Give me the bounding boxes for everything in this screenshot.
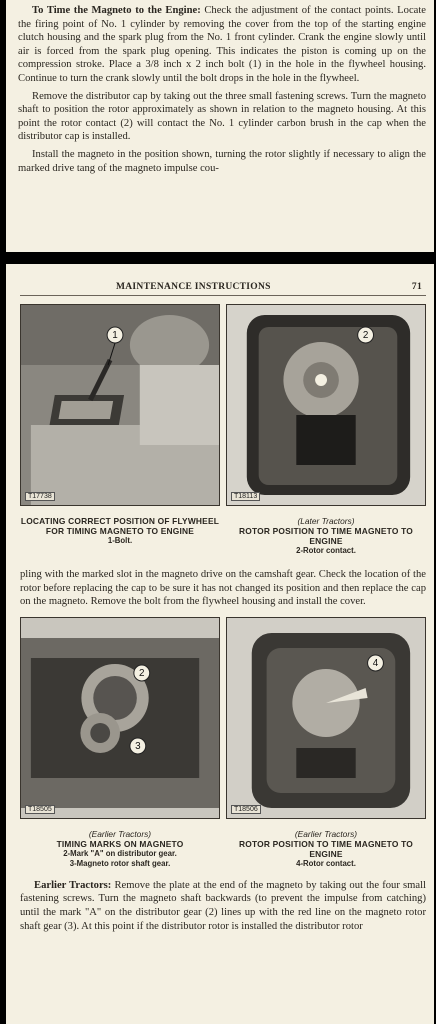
para-lead: To Time the Magneto to the Engine: [32, 5, 201, 16]
callout-2: 2 [362, 329, 369, 342]
caption-title: ROTOR POSITION TO TIME MAGNETO TO ENGINE [239, 526, 413, 546]
page-number: 71 [411, 282, 422, 292]
figure-timing-marks [20, 617, 220, 869]
figure-caption [20, 829, 220, 869]
caption-pre: (Earlier Tractors) [294, 828, 358, 839]
figure-row-2 [20, 617, 426, 869]
earlier-tractors-paragraph [20, 879, 426, 933]
callout-3: 3 [135, 740, 141, 752]
callout-1: 1 [112, 329, 118, 342]
header-title: MAINTENANCE INSTRUCTIONS [116, 282, 271, 292]
rotor-earlier-photo [226, 617, 426, 819]
rotor-later-photo [226, 304, 426, 506]
middle-paragraph: pling with the marked slot in the magneto drive on the camshaft gear. Check the location of the rotor before replacing the cap to be sure it has not changed its position and then replace the cap on the magneto. Remove the bolt from the flywheel housing and install the cover. [20, 569, 426, 608]
photo-tag: T18113 [231, 492, 260, 501]
photo-tag: T18505 [25, 805, 55, 814]
flywheel-photo [20, 304, 220, 506]
figure-caption [226, 829, 426, 869]
para-timing-magneto [18, 4, 426, 86]
page-header [20, 282, 426, 296]
caption-title: LOCATING CORRECT POSITION OF FLYWHEEL FOR TIMING MAGNETO TO ENGINE [20, 516, 220, 536]
caption-legend-2: 3-Magneto rotor shaft gear. [69, 858, 171, 868]
caption-title: TIMING MARKS ON MAGNETO [56, 838, 184, 849]
figure-row-1 [20, 304, 426, 556]
callout-2: 2 [139, 667, 145, 679]
timing-marks-photo [20, 617, 220, 819]
para-body: Remove the plate at the end of the magneto by taking out the four small fastening screws. Turn the magneto shaft backwards (to prevent the impulse from catching) until the mark "A" on the distributor gear (2) lines up with the red line on the magneto rotor shaft gear (3). At this point if the distributor rotor is installed the distributor rotor [20, 879, 427, 932]
figure-caption [20, 516, 220, 546]
photo-tag: T17738 [25, 492, 55, 501]
figure-rotor-later [226, 304, 426, 556]
figure-caption [226, 516, 426, 556]
photo-tag: T18506 [231, 805, 261, 814]
caption-legend-1: 4-Rotor contact. [296, 858, 356, 868]
caption-legend: 2-Rotor contact. [296, 546, 356, 555]
para-distributor-cap: Remove the distributor cap by taking out the three small fastening screws. Turn the magneto shaft to position the rotor approximately as shown in relation to the magneto housing. At this point the rotor contact (2) will contact the No. 1 cylinder carbon brush in the cap when the distributor cap is installed. [18, 90, 426, 143]
caption-pre: (Later Tractors) [297, 516, 355, 526]
caption-legend: 1-Bolt. [107, 536, 133, 545]
callout-4: 4 [372, 657, 379, 669]
top-page [6, 0, 434, 252]
caption-pre: (Earlier Tractors) [88, 828, 152, 839]
figure-flywheel [20, 304, 220, 556]
caption-title: ROTOR POSITION TO TIME MAGNETO TO ENGINE [239, 838, 413, 859]
para-body: Check the adjustment of the contact points. Locate the firing point of No. 1 cylinder by removing the cover from the top of the starting engine clutch housing and the spark plug from the No. 1 front cylinder. Crank the engine slowly until air is forced from the spark plug opening. This indicates the piston is coming up on the compression stroke. Place a 3/8 inch x 2 inch bolt (1) in the hole in the flywheel housing. Continue to turn the crank slowly until the bolt drops in the hole in the flywheel. [18, 5, 426, 84]
para-lead: Earlier Tractors: [34, 879, 112, 891]
bottom-page [6, 264, 434, 1024]
figure-rotor-earlier [226, 617, 426, 869]
caption-legend-1: 2-Mark "A" on distributor gear. [63, 848, 177, 858]
para-install-magneto: Install the magneto in the position shown, turning the rotor slightly if necessary to align the marked drive tang of the magneto impulse cou- [18, 148, 426, 174]
